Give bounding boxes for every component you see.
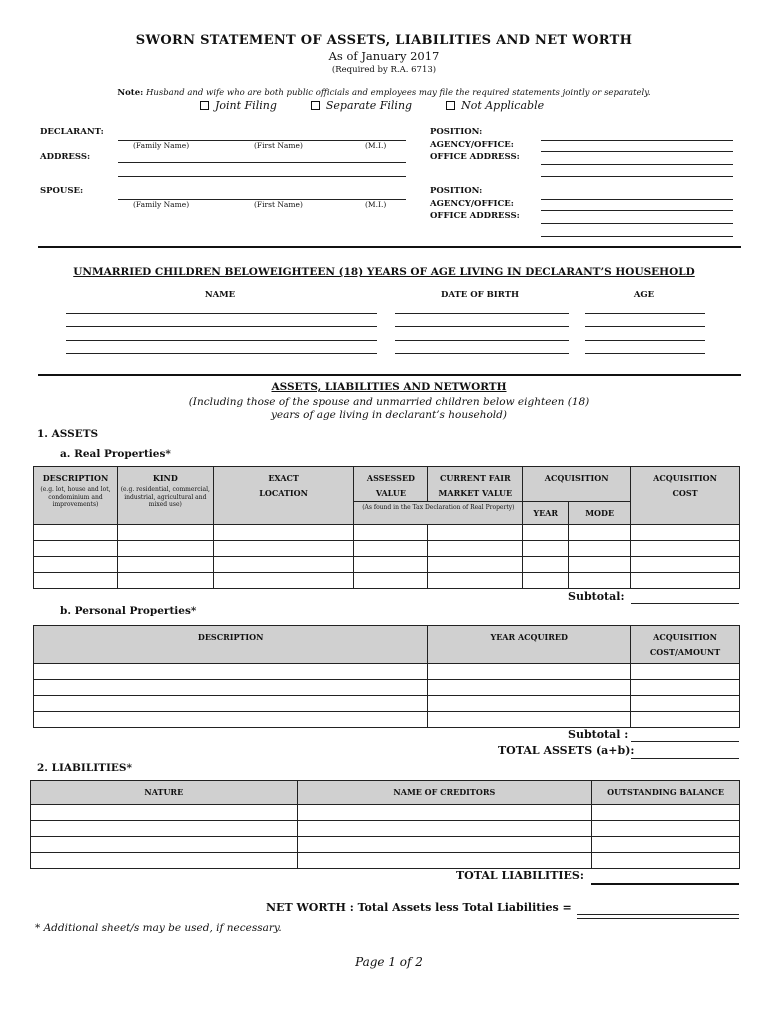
section-divider xyxy=(38,374,741,376)
agency-field[interactable] xyxy=(541,151,733,152)
page-number: Page 1 of 2 xyxy=(355,955,423,969)
aln-heading: ASSETS, LIABILITIES AND NETWORTH xyxy=(271,381,507,393)
position-label: POSITION: xyxy=(430,127,483,137)
real-properties-heading: a. Real Properties* xyxy=(60,448,171,460)
note-text: Husband and wife who are both public officials and employees may file the required statements jointly or separately. xyxy=(145,88,651,98)
net-worth-double-underline xyxy=(577,918,739,919)
net-worth-field[interactable] xyxy=(577,914,739,915)
filing-options xyxy=(200,99,578,112)
child-dob-field[interactable] xyxy=(395,353,569,354)
col-description: DESCRIPTION (e.g. lot, house and lot, condominium and improvements) xyxy=(34,467,118,525)
child-name-field[interactable] xyxy=(66,326,377,327)
col-mode: MODE xyxy=(569,502,631,525)
joint-filing-option[interactable]: Joint Filing xyxy=(200,99,277,112)
spouse-position-label: POSITION: xyxy=(430,186,483,196)
note-label: Note: xyxy=(117,88,144,98)
spouse-office-address-field-1[interactable] xyxy=(541,223,733,224)
personal-subtotal-field[interactable] xyxy=(631,741,739,742)
position-field[interactable] xyxy=(541,140,733,141)
child-age-field[interactable] xyxy=(585,313,705,314)
table-row xyxy=(31,805,740,821)
child-name-field[interactable] xyxy=(66,340,377,341)
child-age-field[interactable] xyxy=(585,326,705,327)
col-name-of-creditors: NAME OF CREDITORS xyxy=(297,781,592,805)
table-row xyxy=(34,541,740,557)
real-subtotal-field[interactable] xyxy=(631,603,739,604)
checkbox-icon[interactable] xyxy=(311,101,320,110)
table-row xyxy=(34,573,740,589)
aln-subheading-1: (Including those of the spouse and unmarried children below eighteen (18) xyxy=(188,396,590,408)
additional-sheets-note: * Additional sheet/s may be used, if necessary. xyxy=(35,922,282,934)
table-row xyxy=(31,853,740,869)
agency-label: AGENCY/OFFICE: xyxy=(430,140,514,150)
office-address-field-2[interactable] xyxy=(541,176,733,177)
total-assets-field[interactable] xyxy=(631,758,739,759)
filing-note xyxy=(0,88,768,98)
real-properties-table xyxy=(33,466,740,589)
child-age-field[interactable] xyxy=(585,340,705,341)
office-address-label: OFFICE ADDRESS: xyxy=(430,152,520,162)
checkbox-icon[interactable] xyxy=(200,101,209,110)
real-subtotal-label: Subtotal: xyxy=(568,590,625,603)
required-by: (Required by R.A. 6713) xyxy=(331,65,437,75)
first-name-caption: (First Name) xyxy=(254,200,303,209)
child-dob-field[interactable] xyxy=(395,340,569,341)
table-row xyxy=(34,525,740,541)
child-name-field[interactable] xyxy=(66,313,377,314)
children-dob-header: DATE OF BIRTH xyxy=(440,290,520,300)
spouse-office-address-label: OFFICE ADDRESS: xyxy=(430,211,520,221)
child-dob-field[interactable] xyxy=(395,313,569,314)
net-worth-label: NET WORTH : Total Assets less Total Liabilities = xyxy=(266,901,572,914)
as-of-date: As of January 2017 xyxy=(328,49,440,63)
total-liabilities-field[interactable] xyxy=(591,883,739,885)
liabilities-heading: 2. LIABILITIES* xyxy=(37,762,132,774)
col-acquisition-cost-amount: ACQUISITION COST/AMOUNT xyxy=(631,626,740,664)
total-assets-label: TOTAL ASSETS (a+b): xyxy=(498,744,635,757)
child-age-field[interactable] xyxy=(585,353,705,354)
form-title: SWORN STATEMENT OF ASSETS, LIABILITIES AND NET WORTH xyxy=(135,33,633,48)
col-outstanding-balance: OUTSTANDING BALANCE xyxy=(592,781,740,805)
checkbox-icon[interactable] xyxy=(446,101,455,110)
spouse-label: SPOUSE: xyxy=(40,186,84,196)
col-kind: KIND (e.g. residential, commercial, industrial, agricultural and mixed use) xyxy=(117,467,213,525)
liabilities-table xyxy=(30,780,740,869)
office-address-field-1[interactable] xyxy=(541,164,733,165)
child-name-field[interactable] xyxy=(66,353,377,354)
personal-properties-table xyxy=(33,625,740,728)
table-row xyxy=(34,712,740,728)
separate-filing-option[interactable]: Separate Filing xyxy=(311,99,412,112)
tax-declaration-note: (As found in the Tax Declaration of Real Property) xyxy=(354,502,523,525)
children-name-header: NAME xyxy=(204,290,236,300)
table-row xyxy=(31,837,740,853)
children-age-header: AGE xyxy=(633,290,655,300)
table-row xyxy=(34,557,740,573)
spouse-office-address-field-2[interactable] xyxy=(541,236,733,237)
family-name-caption: (Family Name) xyxy=(133,200,190,209)
col-acquisition-cost: ACQUISITION COST xyxy=(631,467,740,525)
col-exact-location: EXACT LOCATION xyxy=(213,467,354,525)
table-row xyxy=(34,696,740,712)
child-dob-field[interactable] xyxy=(395,326,569,327)
personal-properties-heading: b. Personal Properties* xyxy=(60,605,197,617)
assets-heading: 1. ASSETS xyxy=(37,428,99,440)
col-year: YEAR xyxy=(523,502,569,525)
address-label: ADDRESS: xyxy=(40,152,91,162)
personal-subtotal-label: Subtotal : xyxy=(568,728,629,741)
address-field-1[interactable] xyxy=(118,162,406,163)
mi-caption: (M.I.) xyxy=(365,141,387,150)
col-year-acquired: YEAR ACQUIRED xyxy=(428,626,631,664)
declarant-label: DECLARANT: xyxy=(40,127,104,137)
table-row xyxy=(31,821,740,837)
children-heading: UNMARRIED CHILDREN BELOWEIGHTEEN (18) YEARS OF AGE LIVING IN DECLARANT’S HOUSEHOLD xyxy=(73,266,695,278)
table-row xyxy=(34,664,740,680)
table-row xyxy=(34,680,740,696)
col-description: DESCRIPTION xyxy=(34,626,428,664)
col-nature: NATURE xyxy=(31,781,298,805)
aln-subheading-2: years of age living in declarant’s household) xyxy=(271,409,507,421)
section-divider xyxy=(38,246,741,248)
family-name-caption: (Family Name) xyxy=(133,141,190,150)
first-name-caption: (First Name) xyxy=(254,141,303,150)
col-assessed-value: ASSESSED VALUE xyxy=(354,467,428,502)
address-field-2[interactable] xyxy=(118,176,406,177)
total-liabilities-label: TOTAL LIABILITIES: xyxy=(456,869,584,882)
not-applicable-option[interactable]: Not Applicable xyxy=(446,99,544,112)
mi-caption: (M.I.) xyxy=(365,200,387,209)
spouse-position-field[interactable] xyxy=(541,199,733,200)
col-acquisition: ACQUISITION xyxy=(523,467,631,502)
col-current-fair-market-value: CURRENT FAIR MARKET VALUE xyxy=(428,467,523,502)
spouse-agency-field[interactable] xyxy=(541,210,733,211)
spouse-agency-label: AGENCY/OFFICE: xyxy=(430,199,514,209)
